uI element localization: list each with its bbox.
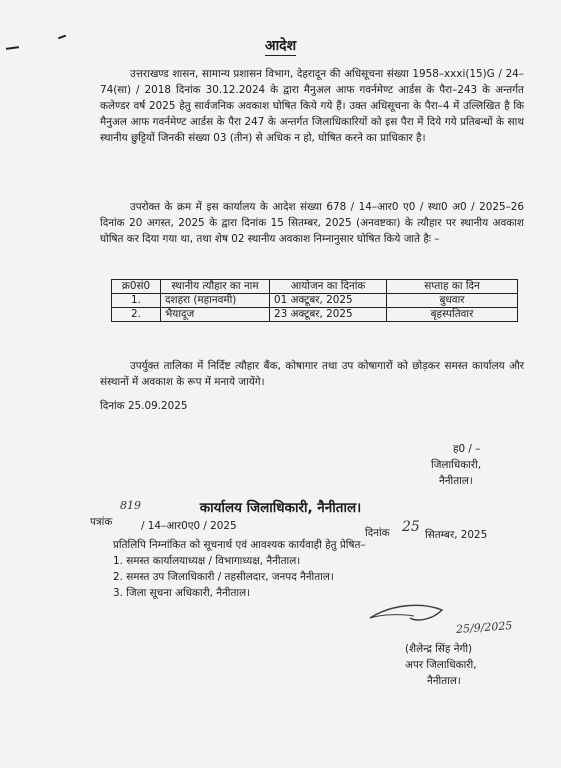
list-item: 2. समस्त उप जिलाधिकारी / तहसीलदार, जनपद नैनीताल।: [113, 571, 334, 583]
signatory-name: (शैलेन्द्र सिंह नेगी): [405, 643, 473, 655]
reference-date-rest: सितम्बर, 2025: [425, 529, 488, 541]
table-cell: 01 अक्टूबर, 2025: [270, 294, 387, 308]
table-cell: 23 अक्टूबर, 2025: [270, 308, 387, 322]
column-header: आयोजन का दिनांक: [270, 280, 387, 294]
signatory-location: नैनीताल।: [439, 475, 473, 487]
reference-date-label: दिनांक: [365, 527, 390, 539]
table-cell: भैयादूज: [161, 308, 270, 322]
signature-block-district-magistrate: [431, 441, 481, 489]
table-cell: 2.: [112, 308, 161, 322]
page-title: आदेश: [264, 38, 297, 54]
signatory-designation: अपर जिलाधिकारी,: [405, 659, 477, 671]
holiday-table: [111, 279, 518, 322]
signed-mark: ह0 / –: [453, 443, 481, 455]
table-cell: 1.: [112, 294, 161, 308]
column-header: सप्ताह का दिन: [387, 280, 518, 294]
reference-number: / 14–आर0ए0 / 2025: [141, 520, 237, 532]
handwritten-date-day: 25: [402, 519, 420, 535]
list-item: 1. समस्त कार्यालयाध्यक्ष / विभागाध्यक्ष, नैनीताल।: [113, 555, 301, 567]
table-cell: बृहस्पतिवार: [387, 308, 518, 322]
table-row: [112, 294, 518, 308]
copy-forward-line: प्रतिलिपि निम्नांकित को सूचनार्थ एवं आवश्यक कार्यवाही हेतु प्रेषित–: [113, 539, 366, 551]
recipient-list: [113, 553, 334, 601]
signatory-location: नैनीताल।: [427, 675, 461, 687]
column-header: स्थानीय त्यौहार का नाम: [161, 280, 270, 294]
paragraph-order: उपरोक्त के क्रम में इस कार्यालय के आदेश संख्या 678 / 14–आर0 ए0 / स्था0 अ0 / 2025–26 दिनांक 20 अगस्त, 2025 के द्वारा दिनांक 15 सितम्बर, 2025 (अनवष्टका) के त्यौहार पर स्थानीय अवकाश घोषित कर दिया गया था, तथा शेष 02 स्थानीय अवकाश निम्नानुसार घोषित किये जाते हैः –: [100, 201, 524, 245]
table-cell: बुधवार: [387, 294, 518, 308]
table-row: [112, 308, 518, 322]
reference-label: पत्रांक: [90, 516, 113, 528]
table-cell: दशहरा (महानवमी): [161, 294, 270, 308]
order-date: दिनांक 25.09.2025: [100, 400, 188, 412]
column-header: क्र0सं0: [112, 280, 161, 294]
signature-block-additional-magistrate: [405, 641, 477, 689]
list-item: 3. जिला सूचना अधिकारी, नैनीताल।: [113, 587, 251, 599]
signatory-designation: जिलाधिकारी,: [431, 459, 482, 471]
handwritten-letter-number: 819: [120, 499, 141, 512]
paragraph-instruction: उपर्युक्त तालिका में निर्दिष्ट त्यौहार बैंक, कोषागार तथा उप कोषागारों को छोड़कर समस्त कार्यालय और संस्थानों में अवकाश के रूप में मनाये जायेंगे।: [100, 360, 524, 388]
table-header-row: [112, 280, 518, 294]
handwritten-signature-date: 25/9/2025: [455, 619, 513, 636]
paragraph-notification: उत्तराखण्ड शासन, सामान्य प्रशासन विभाग, देहरादून की अधिसूचना संख्या 1958–xxxi(15)G / 24–74(सा) / 2018 दिनांक 30.12.2024 के द्वारा मैनुअल आफ गवर्नमेण्ट आर्डस के पैरा–243 के अन्तर्गत कलेण्डर वर्ष 2025 हेतु सार्वजनिक अवकाश घोषित किये गये हैं। उक्त अधिसूचना के पैरा–4 में उल्लिखित है कि मैनुअल आफ गवर्नमेण्ट आर्डस के पैरा 247 के अन्तर्गत जिलाधिकारियों को इस पैरा में दिये गये प्रतिबन्धों के साथ स्थानीय छुट्टियों जिनकी संख्या 03 (तीन) से अधिक न हो, घोषित करने का प्राधिकार है।: [100, 68, 524, 144]
office-heading: कार्यालय जिलाधिकारी, नैनीताल।: [199, 500, 362, 516]
